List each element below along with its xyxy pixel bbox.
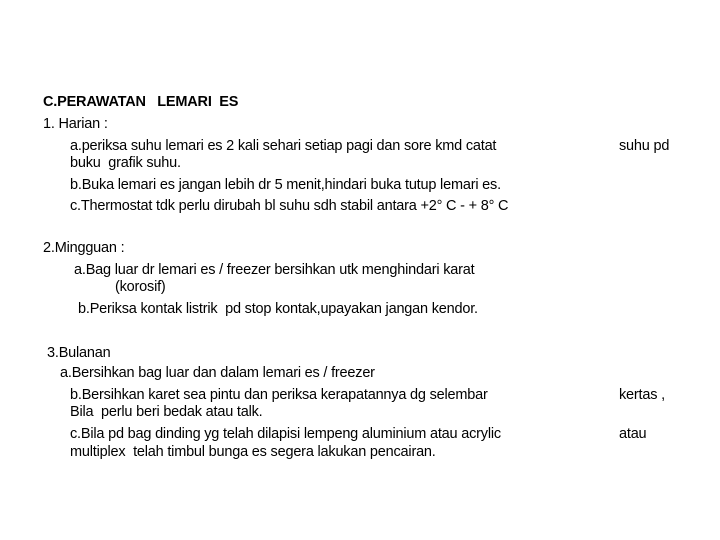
section-heading-mingguan: 2.Mingguan :: [43, 240, 125, 256]
list-item: buku grafik suhu.: [70, 155, 181, 171]
list-item: a.Bersihkan bag luar dan dalam lemari es / freezer: [60, 365, 375, 381]
list-item: b.Periksa kontak listrik pd stop kontak,upayakan jangan kendor.: [78, 301, 478, 317]
list-item: (korosif): [115, 279, 166, 295]
list-item: a.Bag luar dr lemari es / freezer bersihkan utk menghindari karat: [74, 262, 475, 278]
list-item: b.Buka lemari es jangan lebih dr 5 menit,hindari buka tutup lemari es.: [70, 177, 501, 193]
section-heading-harian: 1. Harian :: [43, 116, 108, 132]
document-title: C.PERAWATAN LEMARI ES: [43, 94, 239, 110]
list-item: c.Bila pd bag dinding yg telah dilapisi lempeng aluminium atau acrylic: [70, 426, 501, 442]
list-item: Bila perlu beri bedak atau talk.: [70, 404, 263, 420]
list-item: b.Bersihkan karet sea pintu dan periksa kerapatannya dg selembar: [70, 387, 488, 403]
list-item-continuation: suhu pd: [619, 138, 670, 154]
list-item: c.Thermostat tdk perlu dirubah bl suhu sdh stabil antara +2° C - + 8° C: [70, 198, 509, 214]
list-item-continuation: atau: [619, 426, 647, 442]
section-heading-bulanan: 3.Bulanan: [47, 345, 111, 361]
list-item-continuation: kertas ,: [619, 387, 665, 403]
list-item: a.periksa suhu lemari es 2 kali sehari setiap pagi dan sore kmd catat: [70, 138, 497, 154]
list-item: multiplex telah timbul bunga es segera lakukan pencairan.: [70, 444, 436, 460]
